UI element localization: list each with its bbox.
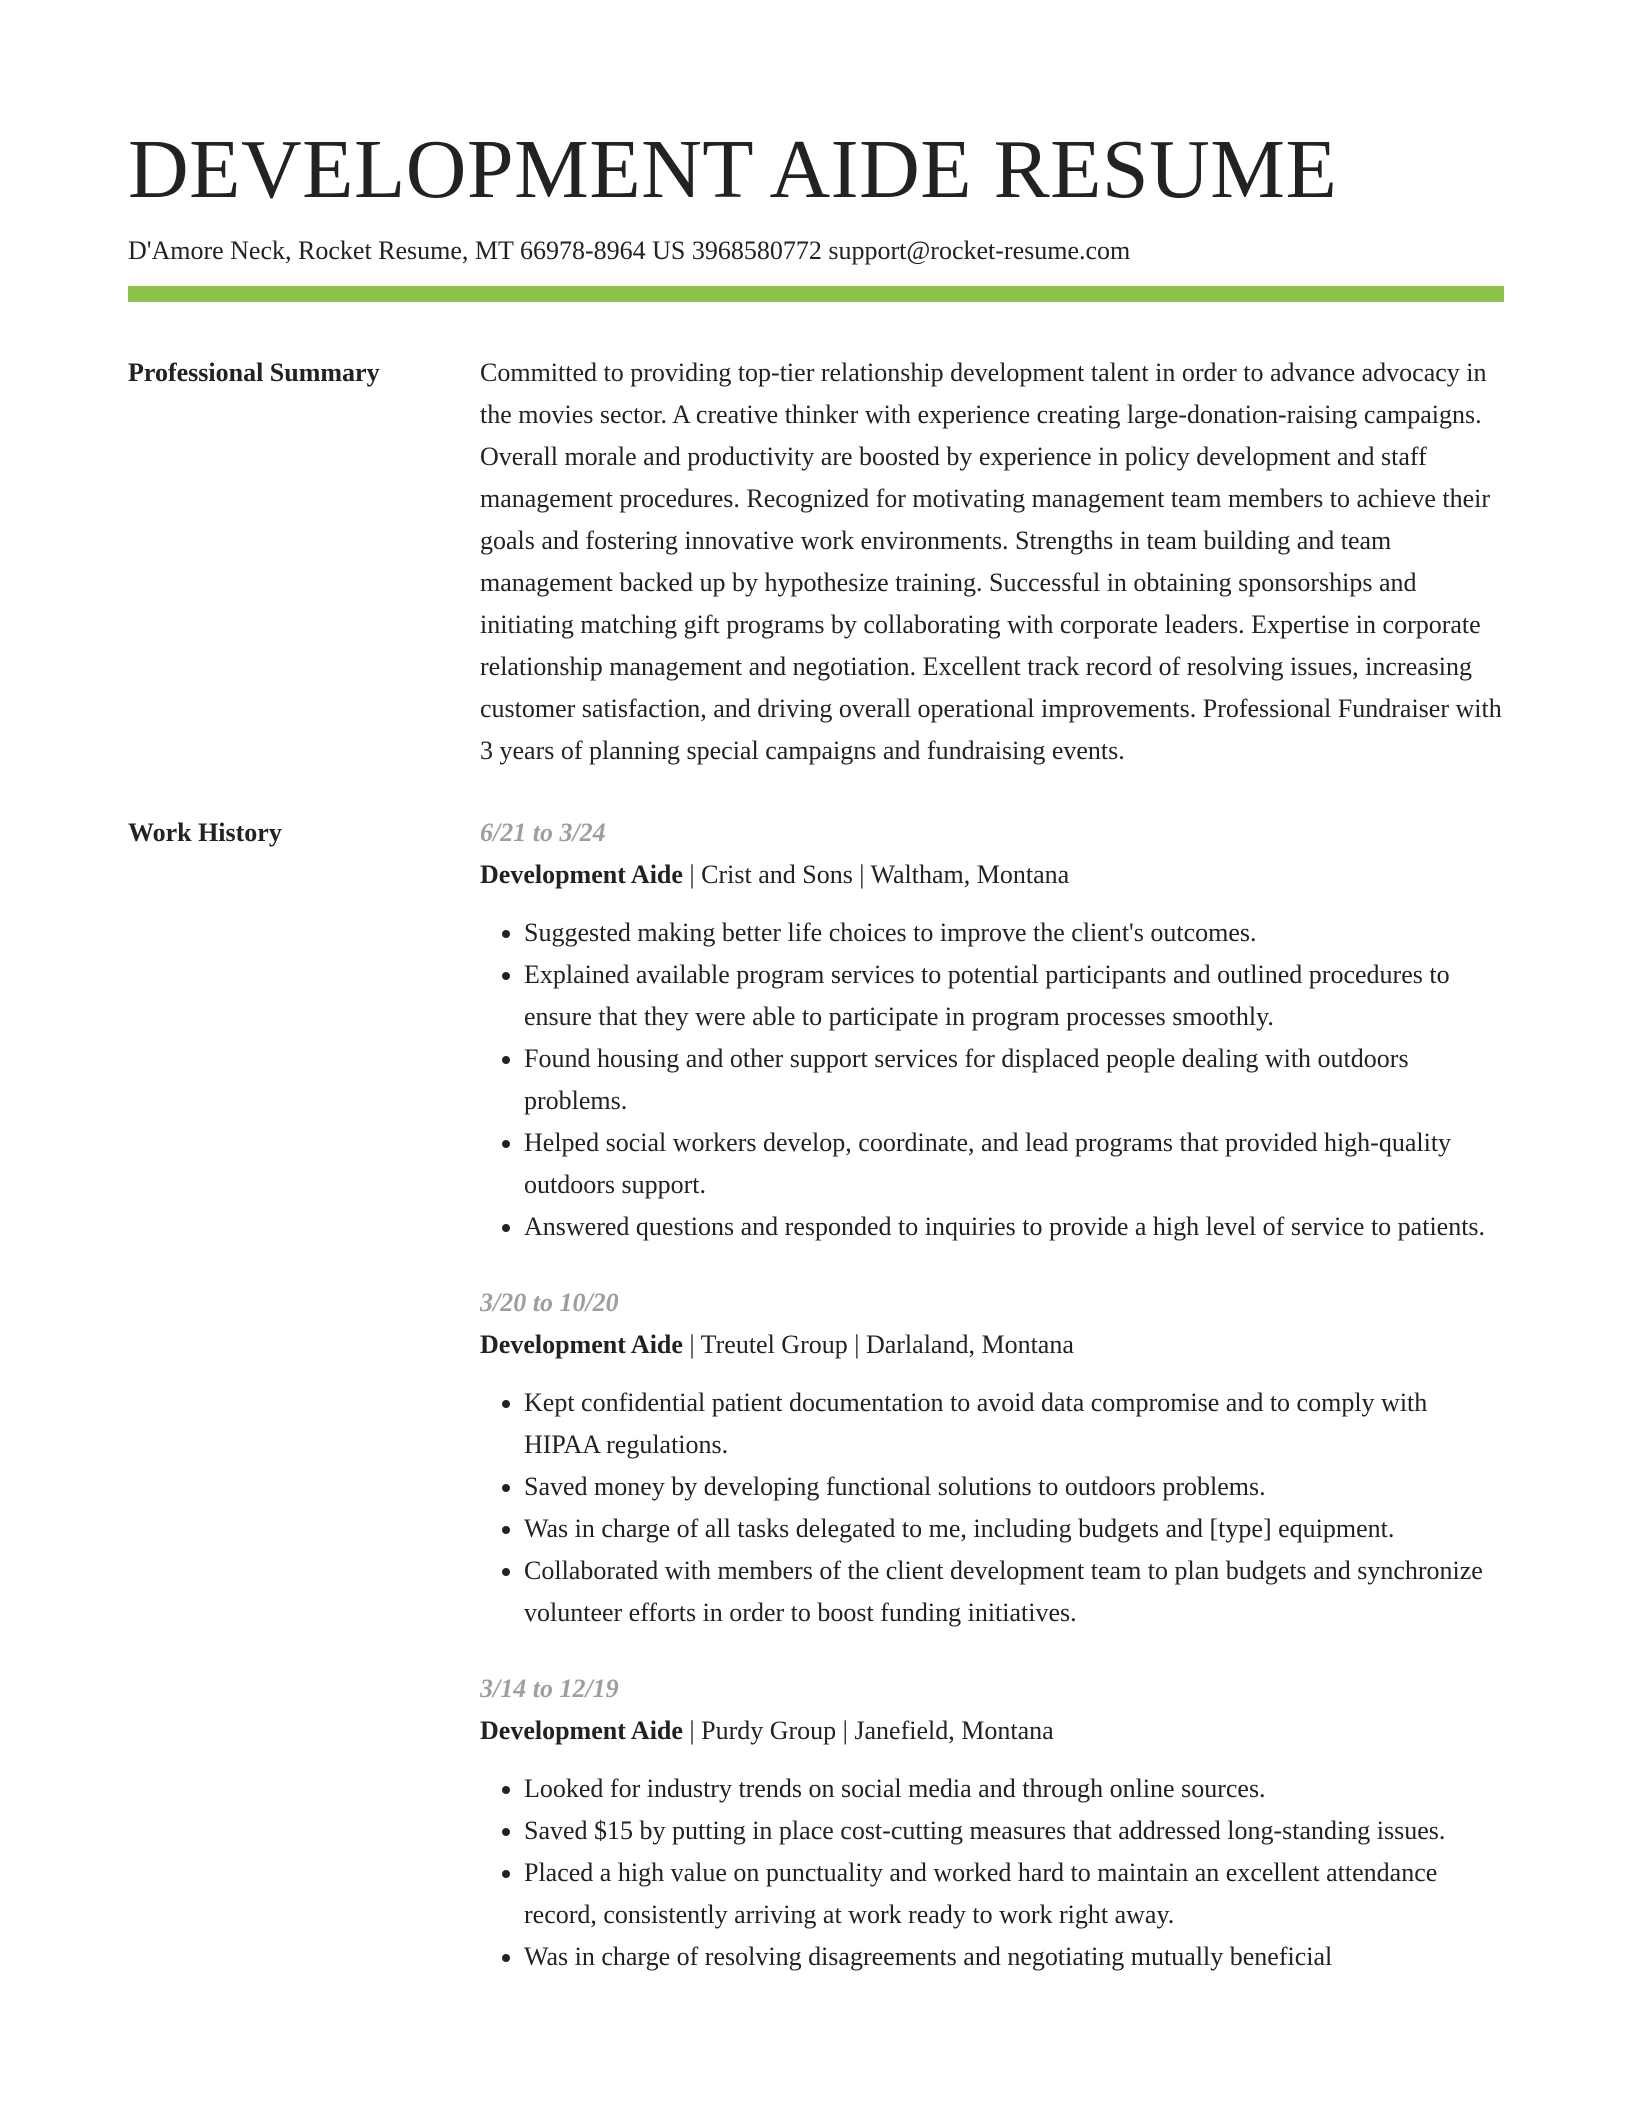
- contact-line: D'Amore Neck, Rocket Resume, MT 66978-8964 US 3968580772 support@rocket-resume.com: [128, 236, 1131, 265]
- section-label-work-history: Work History: [128, 818, 282, 847]
- job-bullet-list: [480, 1382, 1504, 1634]
- job-bullet: • Found housing and other support services for displaced people dealing with outdoors problems.: [524, 1038, 1504, 1122]
- job-details: | Crist and Sons | Waltham, Montana: [682, 860, 1070, 889]
- job-bullet: • Was in charge of resolving disagreements and negotiating mutually beneficial: [524, 1936, 1504, 1978]
- job-bullet: • Placed a high value on punctuality and worked hard to maintain an excellent attendance record, consistently arriving at work ready to work right away.: [524, 1852, 1504, 1936]
- section-label-professional-summary: Professional Summary: [128, 358, 380, 387]
- job-heading: [480, 854, 1504, 896]
- job-dates: 6/21 to 3/24: [480, 818, 606, 847]
- professional-summary-section: [128, 352, 1504, 772]
- professional-summary-body: [480, 352, 1504, 772]
- job-bullet: • Saved money by developing functional solutions to outdoors problems.: [524, 1466, 1504, 1508]
- summary-text: Committed to providing top-tier relationship development talent in order to advance advocacy in the movies sector. A creative thinker with experience creating large-donation-raising campaigns. Overall morale and productivity are boosted by experience in policy development and staff management procedures. Recognized for motivating management team members to achieve their goals and fostering innovative work environments. Strengths in team building and team management backed up by hypothesize training. Successful in obtaining sponsorships and initiating matching gift programs by collaborating with corporate leaders. Expertise in corporate relationship management and negotiation. Excellent track record of resolving issues, increasing customer satisfaction, and driving overall operational improvements. Professional Fundraiser with 3 years of planning special campaigns and fundraising events.: [480, 358, 1502, 765]
- resume-page: [128, 0, 1504, 1978]
- resume-title: DEVELOPMENT AIDE RESUME: [128, 123, 1338, 216]
- job-bullet: • Suggested making better life choices to improve the client's outcomes.: [524, 912, 1504, 954]
- job-heading: [480, 1324, 1504, 1366]
- job-title: Development Aide: [480, 1716, 683, 1745]
- job-title: Development Aide: [480, 860, 683, 889]
- job-bullet: • Looked for industry trends on social media and through online sources.: [524, 1768, 1504, 1810]
- work-history-body: [480, 812, 1504, 1978]
- job-bullet: • Was in charge of all tasks delegated to me, including budgets and [type] equipment.: [524, 1508, 1504, 1550]
- job-dates: 3/14 to 12/19: [480, 1674, 619, 1703]
- job-entry: [480, 812, 1504, 1248]
- job-bullet: • Saved $15 by putting in place cost-cutting measures that addressed long-standing issues.: [524, 1810, 1504, 1852]
- job-bullet-list: [480, 912, 1504, 1248]
- job-bullet: • Collaborated with members of the client development team to plan budgets and synchronize volunteer efforts in order to boost funding initiatives.: [524, 1550, 1504, 1634]
- job-heading: [480, 1710, 1504, 1752]
- job-details: | Purdy Group | Janefield, Montana: [682, 1716, 1054, 1745]
- job-title: Development Aide: [480, 1330, 683, 1359]
- job-bullet: • Explained available program services to potential participants and outlined procedures to ensure that they were able to participate in program processes smoothly.: [524, 954, 1504, 1038]
- job-dates: 3/20 to 10/20: [480, 1288, 619, 1317]
- job-bullet: • Kept confidential patient documentation to avoid data compromise and to comply with HIPAA regulations.: [524, 1382, 1504, 1466]
- job-bullet-list: [480, 1768, 1504, 1978]
- job-entry: [480, 1282, 1504, 1634]
- job-entry: [480, 1668, 1504, 1978]
- work-history-section: [128, 812, 1504, 1978]
- job-bullet: • Answered questions and responded to inquiries to provide a high level of service to patients.: [524, 1206, 1504, 1248]
- header-divider: [128, 286, 1504, 302]
- job-bullet: • Helped social workers develop, coordinate, and lead programs that provided high-quality outdoors support.: [524, 1122, 1504, 1206]
- job-details: | Treutel Group | Darlaland, Montana: [682, 1330, 1074, 1359]
